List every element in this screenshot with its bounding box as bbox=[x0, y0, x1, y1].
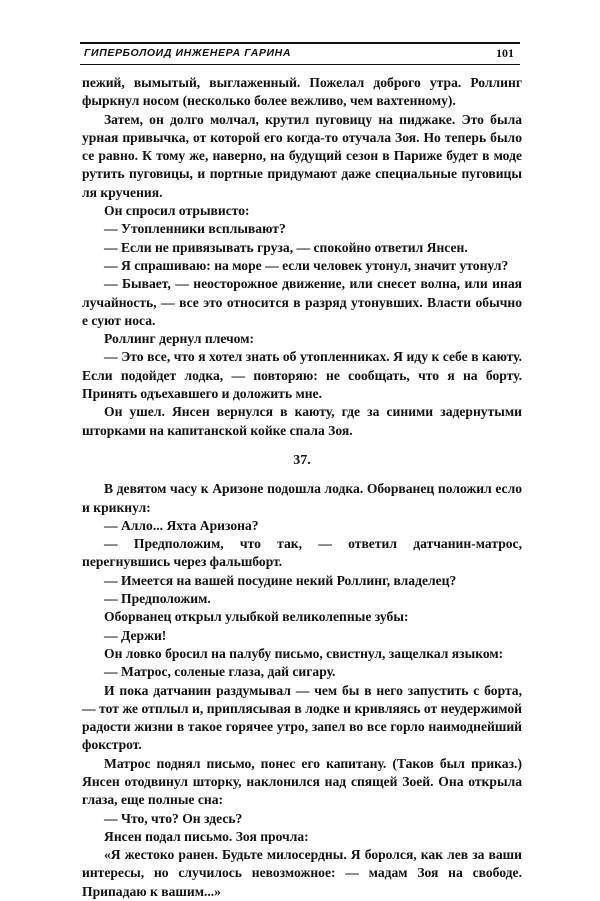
dialogue-line: — Если не привязывать груза, — спокойно ответил Янсен. bbox=[104, 239, 468, 255]
page-header bbox=[80, 42, 520, 65]
dialogue-line: — Матрос, соленые глаза, дай сигару. bbox=[104, 664, 336, 680]
dialogue-line: — Что, что? Он здесь? bbox=[104, 810, 243, 826]
dialogue-line: — Держи! bbox=[104, 627, 167, 643]
running-title: ГИПЕРБОЛОИД ИНЖЕНЕРА ГАРИНА bbox=[84, 47, 292, 59]
dialogue-line: — Бывает, — неосторожное движение, или снесет волна, или иная лучайность, — все это относится в разряд утонувших. Власти обычно е суют носа. bbox=[82, 276, 522, 328]
paragraph: Янсен подал письмо. Зоя прочла: bbox=[104, 828, 309, 844]
dialogue-line: — Имеется на вашей посудине некий Роллинг, владелец? bbox=[104, 572, 457, 588]
dialogue-line: — Это все, что я хотел знать об утопленниках. Я иду к себе в каюту. Если подойдет лодка, — повторяю: не сообщать, что я на борту. Принять одъехавшего и доложить мне. bbox=[82, 349, 522, 402]
paragraph: Роллинг дернул плечом: bbox=[104, 331, 255, 347]
dialogue-line: — Утопленники всплывают? bbox=[104, 221, 286, 237]
dialogue-line: — Алло... Яхта Аризона? bbox=[104, 517, 259, 533]
paragraph: В девятом часу к Аризоне подошла лодка. Оборванец положил есло и крикнул: bbox=[82, 481, 522, 515]
letter-quote: «Я жестоко ранен. Будьте милосердны. Я боролся, как лев за ваши интересы, но случилось невозможное: — мадам Зоя на свободе. Припадаю к вашим...» bbox=[82, 847, 522, 899]
paragraph: пежий, вымытый, выглаженный. Пожелал доброго утра. Роллинг фыркнул носом (несколько более вежливо, чем вахтенному). bbox=[82, 75, 522, 109]
paragraph: Матрос поднял письмо, понес его капитану. (Таков был приказ.) Янсен отодвинул шторку, наклонился над спящей Зоей. Она открыла глаза, еще полные сна: bbox=[82, 755, 522, 808]
dialogue-line: — Предположим. bbox=[104, 591, 211, 607]
chapter-number: 37. bbox=[293, 452, 311, 468]
paragraph: Он ушел. Янсен вернулся в каюту, где за синими задернутыми шторками на капитанской койке спала Зоя. bbox=[82, 404, 522, 438]
paragraph: И пока датчанин раздумывал — чем бы в него запустить с борта, — тот же отплыл и, приплясывая в лодке и кривляясь от неудержимой радости жизни в такое горячее утро, запел во все горло наимоднейший фокстрот. bbox=[82, 682, 522, 753]
paragraph: Он спросил отрывисто: bbox=[104, 203, 250, 219]
body-text bbox=[82, 74, 522, 901]
page-number: 101 bbox=[496, 46, 514, 60]
paragraph: Оборванец открыл улыбкой великолепные зубы: bbox=[104, 609, 409, 625]
dialogue-line: — Предположим, что так, — ответил датчанин-матрос, перегнувшись через фальшборт. bbox=[82, 536, 522, 570]
dialogue-line: — Я спрашиваю: на море — если человек утонул, значит утонул? bbox=[104, 257, 509, 273]
paragraph: Он ловко бросил на палубу письмо, свистнул, защелкал языком: bbox=[104, 645, 504, 661]
paragraph: Затем, он долго молчал, крутил пуговицу на пиджаке. Это была урная привычка, от которой его когда-то отучала Зоя. Но теперь было се равно. К тому же, наверно, на будущий сезон в Париже будет в моде рутить пуговицы, и портные придумают даже специальные пуговицы ля кручения. bbox=[82, 111, 522, 200]
